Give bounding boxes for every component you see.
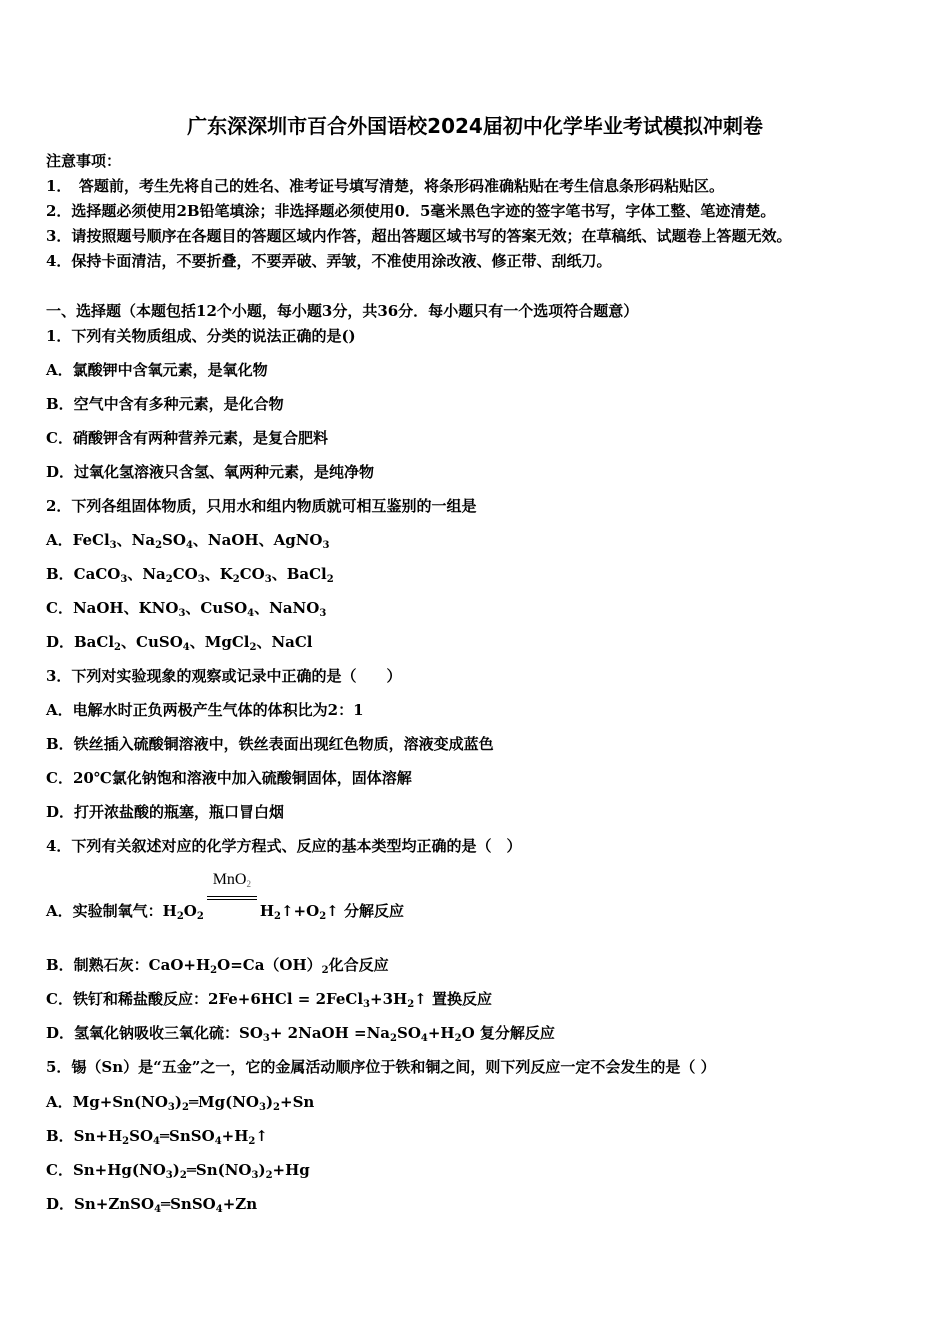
- question-1-stem: 1．下列有关物质组成、分类的说法正确的是(): [46, 327, 356, 345]
- question-2-option-a: A．FeCl$_3$、$Na_2SO_4$、NaOH、AgNO$_3$: [46, 531, 330, 551]
- question-4-option-d: D．氢氧化钠吸收三氧化硫：$SO_3+$ 2NaOH $=Na_2SO_4+H_2O$ 复分解反应: [46, 1024, 555, 1044]
- notice-item-2: 2．选择题必须使用2B铅笔填涂；非选择题必须使用0．5毫米黑色字迹的签字笔书写，字体工整、笔迹清楚。: [46, 202, 776, 220]
- question-2-option-d: D．BaCl$_2$、CuSO$_4$、MgCl$_2$、NaCl: [46, 633, 313, 653]
- question-3-option-d: D．打开浓盐酸的瓶塞，瓶口冒白烟: [46, 803, 285, 821]
- question-1-option-c: C．硝酸钾含有两种营养元素，是复合肥料: [46, 429, 328, 447]
- question-5-option-c: C．$Sn+Hg(NO_3)_2═Sn(NO_3)_2+Hg$: [46, 1161, 310, 1181]
- question-1-option-a: A．氯酸钾中含氧元素，是氧化物: [46, 361, 268, 379]
- question-4-option-a: A．实验制氧气：$H_2O_2$ MnO$_2$ $H_2↑+O_2↑$ 分解反应: [46, 871, 404, 922]
- notice-item-3: 3．请按照题号顺序在各题目的答题区域内作答，超出答题区域书写的答案无效；在草稿纸、试题卷上答题无效。: [46, 227, 792, 245]
- catalyst-label: MnO$_2$: [212, 871, 251, 889]
- question-3-option-b: B．铁丝插入硫酸铜溶液中，铁丝表面出现红色物质，溶液变成蓝色: [46, 735, 494, 753]
- notice-heading: 注意事项：: [46, 152, 122, 170]
- notice-item-1: 1． 答题前，考生先将自己的姓名、准考证号填写清楚，将条形码准确粘贴在考生信息条形码粘贴区。: [46, 177, 724, 195]
- page-title: 广东深深圳市百合外国语校2024届初中化学毕业考试模拟冲刺卷: [187, 114, 763, 138]
- question-1-option-b: B．空气中含有多种元素，是化合物: [46, 395, 284, 413]
- question-4-option-b: B．制熟石灰：$CaO+H_2O=Ca(OH)_2$化合反应: [46, 956, 389, 976]
- reaction-condition-arrow: [207, 871, 257, 916]
- question-3-option-a: A．电解水时正负两极产生气体的体积比为2：1: [46, 701, 364, 719]
- question-4-stem: 4．下列有关叙述对应的化学方程式、反应的基本类型均正确的是（ ）: [46, 837, 522, 855]
- question-5-option-d: D．Sn+ZnSO$_4$═SnSO$_4$+Zn: [46, 1195, 258, 1215]
- section-heading: 一、选择题（本题包括12个小题，每小题3分，共36分．每小题只有一个选项符合题意）: [46, 302, 639, 320]
- question-4-option-c: C．铁钉和稀盐酸反应：$2Fe+6HCl = 2FeCl_3+3H_2↑$ 置换反应: [46, 990, 492, 1010]
- question-3-option-c: C．20℃氯化钠饱和溶液中加入硫酸铜固体，固体溶解: [46, 769, 412, 787]
- question-2-stem: 2．下列各组固体物质，只用水和组内物质就可相互鉴别的一组是: [46, 497, 477, 515]
- question-1-option-d: D．过氧化氢溶液只含氢、氧两种元素，是纯净物: [46, 463, 375, 481]
- question-2-option-c: C．NaOH、$KNO_3$、CuSO$_4$、NaNO$_3$: [46, 599, 327, 619]
- notice-item-4: 4．保持卡面清洁，不要折叠，不要弄破、弄皱，不准使用涂改液、修正带、刮纸刀。: [46, 252, 612, 270]
- question-5-stem: 5．锡（Sn）是“五金”之一，它的金属活动顺序位于铁和铜之间，则下列反应一定不会发生的是（ ）: [46, 1058, 716, 1076]
- question-3-stem: 3．下列对实验现象的观察或记录中正确的是（ ）: [46, 667, 402, 685]
- question-2-option-b: B．CaCO$_3$、$Na_2CO_3$、$K_2CO_3$、BaCl$_2$: [46, 565, 334, 585]
- question-5-option-b: B．$Sn+H_2SO_4═SnSO_4+H_2↑$: [46, 1127, 268, 1147]
- question-5-option-a: A．$Mg+Sn(NO_3)_2═Mg(NO_3)_2+Sn$: [46, 1093, 315, 1113]
